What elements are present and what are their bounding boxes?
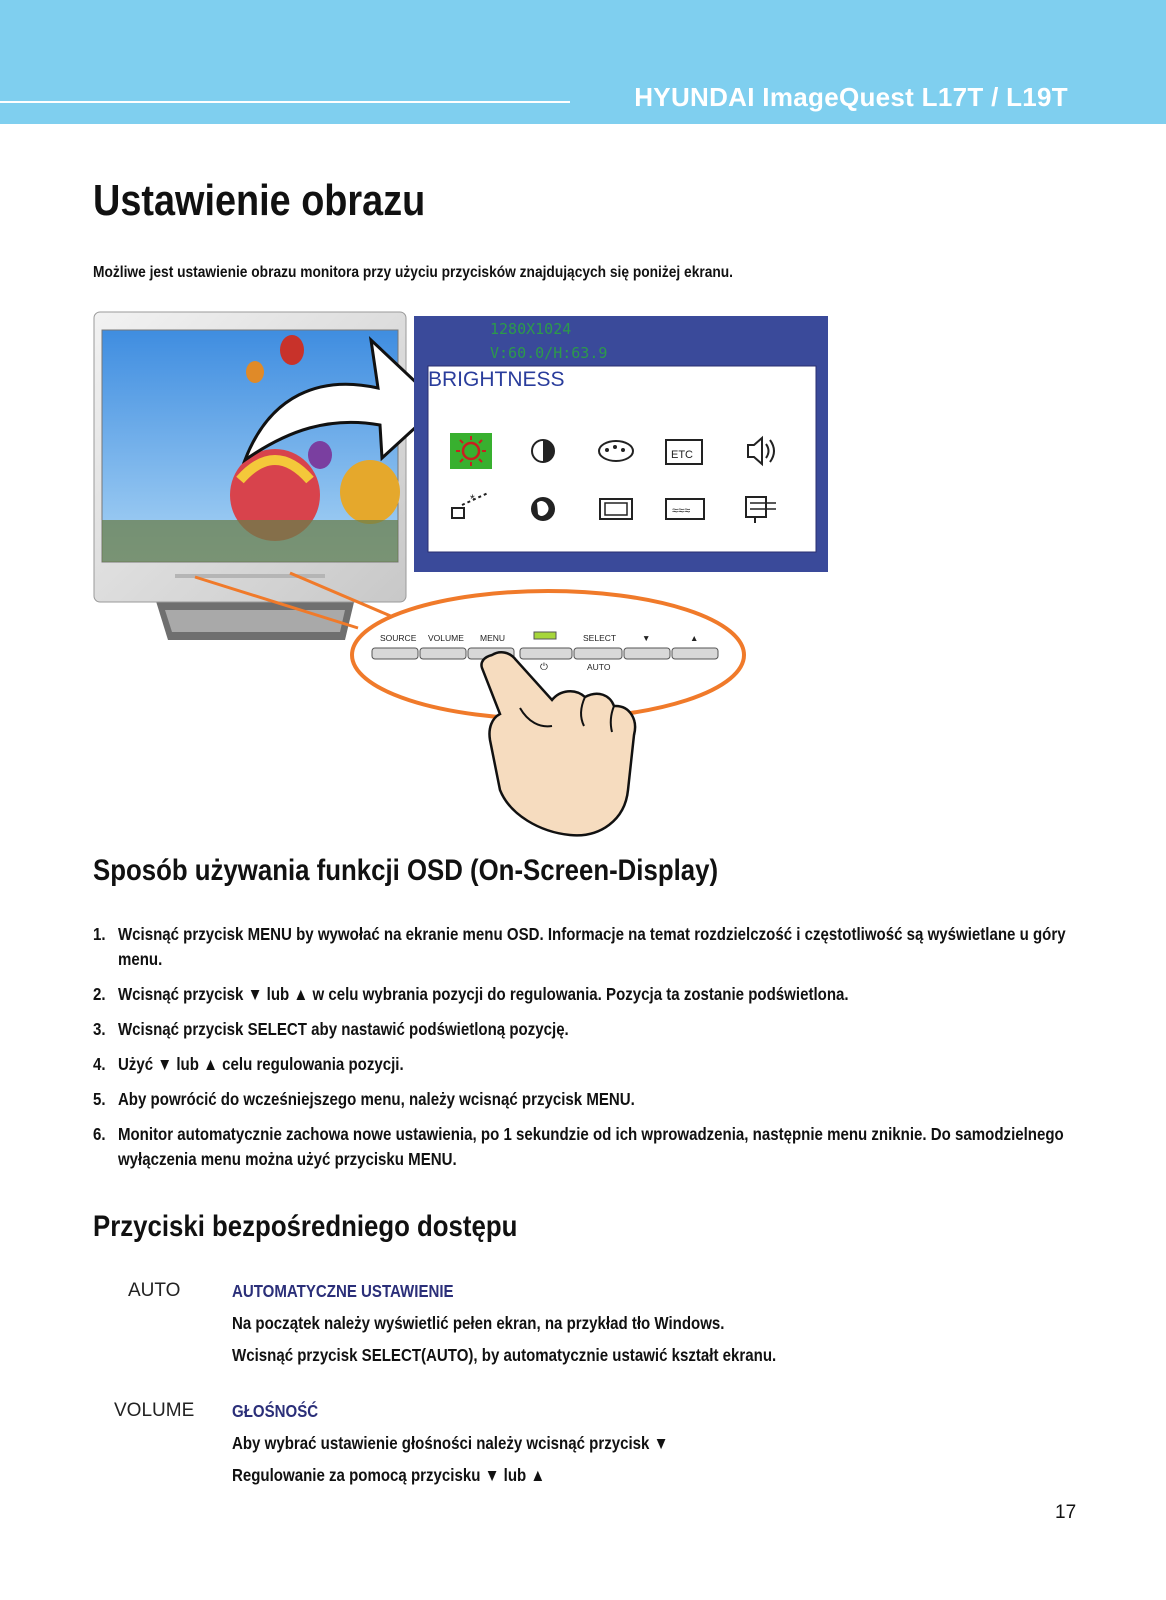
auto-line-2: Wcisnąć przycisk SELECT(AUTO), by automatycznie ustawić kształt ekranu. [232, 1345, 777, 1365]
step-number: 5. [93, 1089, 106, 1109]
contrast-icon [532, 440, 554, 462]
auto-heading: AUTOMATYCZNE USTAWIENIE [232, 1281, 454, 1301]
volume-heading: GŁOŚNOŚĆ [232, 1401, 319, 1421]
step-number: 4. [93, 1054, 106, 1074]
step-number: 3. [93, 1019, 106, 1039]
clock-phase-icon [666, 499, 704, 519]
step-text: Wcisnąć przycisk SELECT aby nastawić podświetloną pozycję. [117, 1019, 569, 1039]
osd-frequency: V:60.0/H:63.9 [490, 344, 608, 362]
page-number: 17 [1055, 1502, 1077, 1523]
step-number: 6. [93, 1124, 106, 1144]
volume-line-1: Aby wybrać ustawienie głośności należy wcisnąć przycisk ▼ [232, 1433, 669, 1453]
key-auto: AUTO [128, 1280, 181, 1301]
brightness-icon [450, 433, 492, 469]
key-volume: VOLUME [114, 1400, 195, 1421]
panel-label-menu: MENU [480, 633, 506, 643]
osd-resolution: 1280X1024 [490, 320, 572, 338]
step-text: Aby powrócić do wcześniejszego menu, należy wcisnąć przycisk MENU. [117, 1089, 635, 1109]
panel-label-auto: AUTO [587, 662, 611, 672]
language-globe-icon [531, 497, 555, 521]
list-item [93, 1052, 1073, 1077]
panel-label-select: SELECT [583, 633, 617, 643]
step-number: 1. [93, 924, 106, 944]
intro-text: Możliwe jest ustawienie obrazu monitora przy użyciu przycisków znajdujących się poniżej ekranu. [93, 264, 734, 281]
balloon-small [280, 335, 304, 365]
step-text: Użyć ▼ lub ▲ celu regulowania pozycji. [117, 1054, 404, 1074]
osd-heading: Sposób używania funkcji OSD (On-Screen-Display) [93, 854, 719, 887]
list-item [93, 1122, 1073, 1172]
volume-line-2: Regulowanie za pomocą przycisku ▼ lub ▲ [232, 1465, 546, 1485]
brand-title: HYUNDAI ImageQuest L17T / L19T [634, 82, 1068, 112]
panel-label-up: ▲ [690, 633, 699, 643]
power-icon: ⏻ [540, 662, 548, 673]
list-item [93, 982, 1073, 1007]
svg-text:≈≈≈: ≈≈≈ [672, 505, 691, 517]
panel-label-volume: VOLUME [428, 633, 464, 643]
osd-item-label: BRIGHTNESS [428, 368, 565, 391]
step-number: 2. [93, 984, 106, 1004]
page-title: Ustawienie obrazu [93, 176, 426, 225]
color-palette-icon [599, 441, 633, 461]
list-item [93, 1087, 1073, 1112]
step-text: Wcisnąć przycisk ▼ lub ▲ w celu wybrania pozycji do regulowania. Pozycja ta zostanie podświetlona. [117, 984, 849, 1004]
list-item [93, 922, 1073, 972]
monitor [94, 312, 406, 640]
auto-line-1: Na początek należy wyświetlić pełen ekran, na przykład tło Windows. [232, 1313, 725, 1333]
power-led [534, 632, 556, 639]
panel-label-down: ▼ [642, 633, 651, 643]
direct-access-heading: Przyciski bezpośredniego dostępu [93, 1210, 518, 1243]
svg-text:*: * [470, 492, 475, 506]
step-text: Monitor automatycznie zachowa nowe ustawienia, po 1 sekundzie od ich wprowadzenia, następnie menu zniknie. Do samodzielnego wyłączenia menu można użyć przycisku MENU. [117, 1124, 1064, 1169]
osd-window [414, 316, 828, 572]
svg-text:ETC: ETC [671, 449, 693, 461]
list-item [93, 1017, 1073, 1042]
step-text: Wcisnąć przycisk MENU by wywołać na ekranie menu OSD. Informacje na temat rozdzielczość i częstotliwość są wyświetlane u góry menu. [117, 924, 1066, 969]
etc-icon [666, 440, 702, 464]
panel-label-source: SOURCE [380, 633, 417, 643]
osd-steps-list [93, 922, 1073, 1182]
position-icon [600, 499, 632, 519]
